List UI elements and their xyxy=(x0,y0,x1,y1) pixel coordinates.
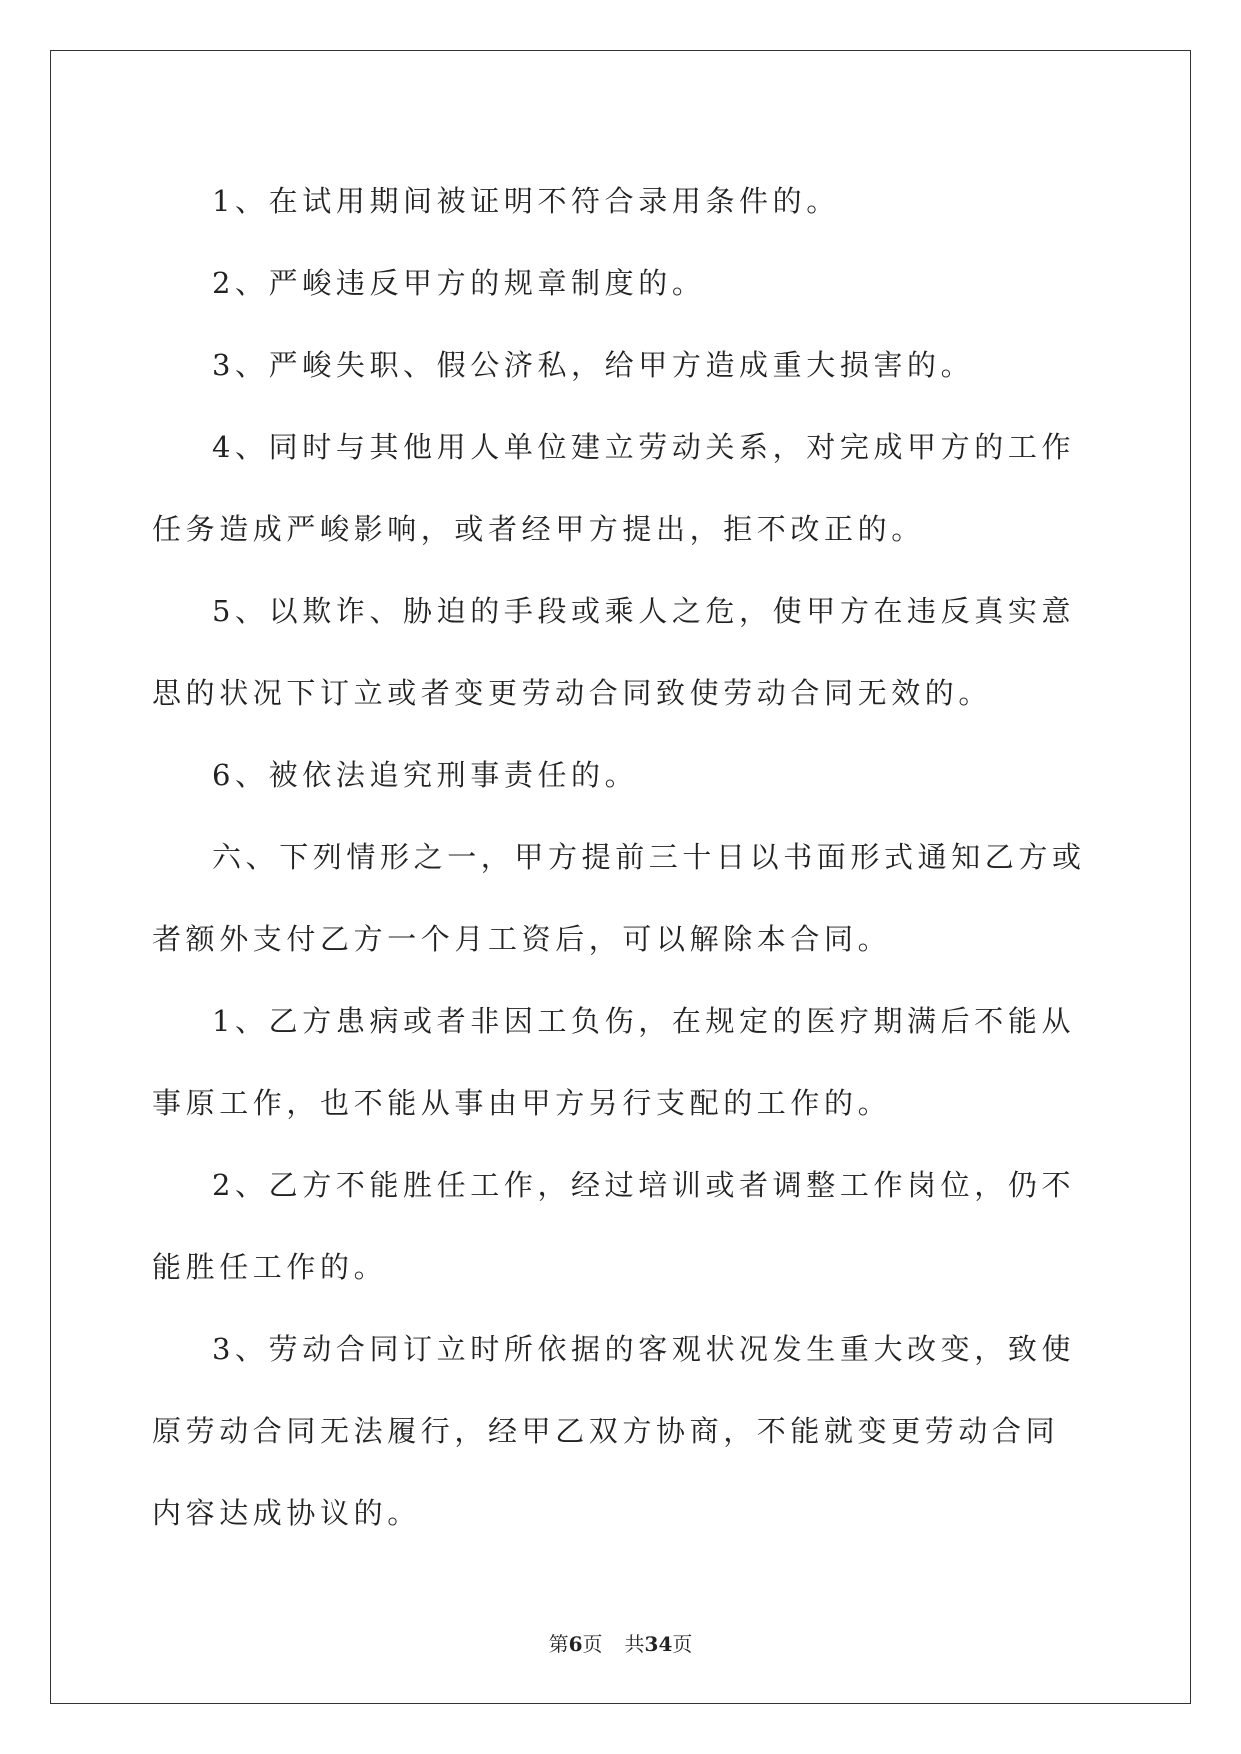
paragraph-8: 1、乙方患病或者非因工负伤，在规定的医疗期满后不能从事原工作，也不能从事由甲方另行支配的工作的。 xyxy=(152,1004,1076,1120)
paragraph-3: 3、严峻失职、假公济私，给甲方造成重大损害的。 xyxy=(212,348,975,382)
paragraph-6: 6、被依法追究刑事责任的。 xyxy=(212,758,639,792)
paragraph-10: 3、劳动合同订立时所依据的客观状况发生重大改变，致使原劳动合同无法履行，经甲乙双方协商，不能就变更劳动合同内容达成协议的。 xyxy=(152,1332,1076,1530)
paragraph-5: 5、以欺诈、胁迫的手段或乘人之危，使甲方在违反真实意思的状况下订立或者变更劳动合同致使劳动合同无效的。 xyxy=(152,594,1076,710)
paragraph-1: 1、在试用期间被证明不符合录用条件的。 xyxy=(212,184,840,218)
page-prefix: 第 xyxy=(548,1632,569,1656)
page-footer xyxy=(0,1628,1241,1657)
paragraph-9: 2、乙方不能胜任工作，经过培训或者调整工作岗位，仍不能胜任工作的。 xyxy=(152,1168,1076,1284)
total-prefix: 共 xyxy=(624,1632,645,1656)
paragraph-4: 4、同时与其他用人单位建立劳动关系，对完成甲方的工作任务造成严峻影响，或者经甲方提出，拒不改正的。 xyxy=(152,430,1076,546)
paragraph-2: 2、严峻违反甲方的规章制度的。 xyxy=(212,266,706,300)
total-suffix: 页 xyxy=(672,1632,693,1656)
total-pages: 34 xyxy=(644,1632,673,1656)
document-body xyxy=(152,160,1090,1554)
page-suffix: 页 xyxy=(582,1632,603,1656)
paragraph-7: 六、下列情形之一，甲方提前三十日以书面形式通知乙方或者额外支付乙方一个月工资后，可以解除本合同。 xyxy=(152,840,1086,956)
page-number: 6 xyxy=(568,1632,583,1656)
